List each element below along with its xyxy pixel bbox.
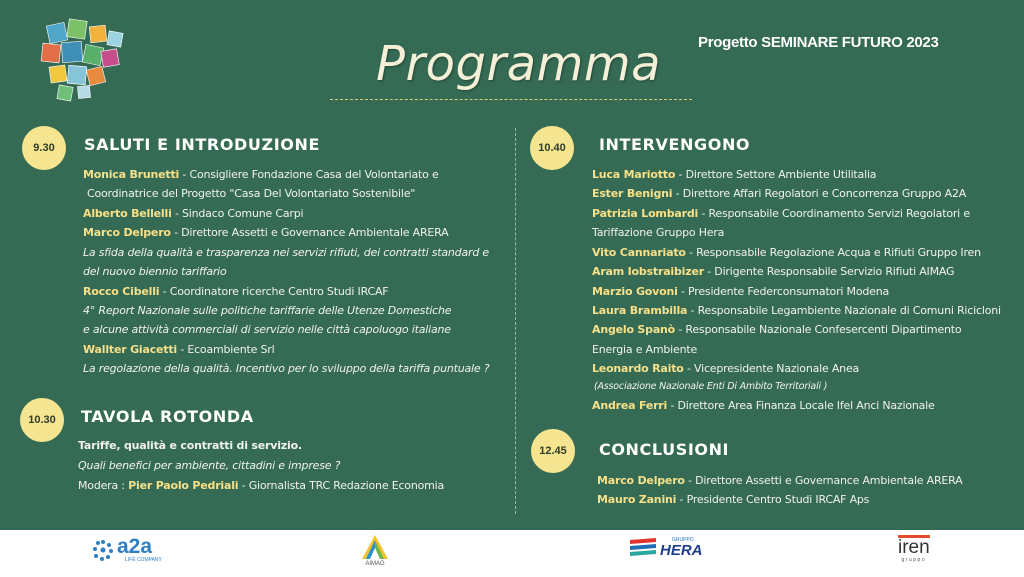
speaker-name: Leonardo Raito [592,362,684,375]
talk-title: La sfida della qualità e trasparenza nei servizi rifiuti, dei contratti standard e [83,246,489,259]
speaker-name: Mauro Zanini [597,493,677,506]
speaker-role: - Giornalista TRC Redazione Economia [238,479,445,492]
roundtable-question: Quali benefici per ambiente, cittadini e imprese ? [78,459,341,472]
speaker-line [592,187,966,200]
speaker-name: Aram Iobstraibizer [592,265,704,278]
speaker-name: Monica Brunetti [83,168,180,181]
talk-title-continuation: e alcune attività commerciali di servizio nelle città capoluogo italiane [83,323,451,336]
speaker-name: Vito Cannariato [592,246,686,259]
talk-title: La regolazione della qualità. Incentivo per lo sviluppo della tariffa puntuale ? [83,362,490,375]
speaker-role-continuation: Tariffazione Gruppo Hera [592,226,725,239]
speaker-role: - Ecoambiente Srl [176,343,275,356]
section-heading-tavola: TAVOLA ROTONDA [81,407,254,426]
speaker-name: Rocco Cibelli [83,285,160,298]
speaker-line [592,207,970,220]
speaker-line [83,343,274,356]
speaker-line [83,285,388,298]
speaker-role: - Vicepresidente Nazionale Anea [683,362,860,375]
a2a-dots-icon [92,539,114,561]
speaker-name: Marzio Govoni [592,285,678,298]
speaker-role: - Direttore Affari Regolatori e Concorrenza Gruppo A2A [672,187,967,200]
speaker-role: - Direttore Assetti e Governance Ambientale ARERA [170,226,449,239]
speaker-role: - Responsabile Nazionale Confesercenti Dipartimento [675,323,962,336]
speaker-role: - Responsabile Coordinamento Servizi Regolatori e [698,207,970,220]
project-name: Progetto SEMINARE FUTURO 2023 [698,34,939,51]
roundtable-topic: Tariffe, qualità e contratti di servizio. [78,439,302,452]
section-heading-conclusioni: CONCLUSIONI [599,440,730,459]
speaker-name: Patrizia Lombardi [592,207,699,220]
talk-title-continuation: del nuovo biennio tariffario [83,265,227,278]
speaker-line [597,493,869,506]
speaker-name: Laura Brambilla [592,304,688,317]
hera-group-label: GRUPPO [672,537,694,543]
speaker-name: Marco Delpero [597,474,685,487]
hera-wordmark: HERA [660,542,703,559]
speaker-line [83,207,303,220]
speaker-line [592,246,981,259]
speaker-role: - Presidente Centro Studi IRCAF Aps [676,493,870,506]
speaker-name: Ester Benigni [592,187,673,200]
hera-stripes-icon [628,534,658,562]
speaker-line [592,362,859,375]
speaker-line [592,304,1001,317]
sponsor-footer [0,530,1024,577]
speaker-name: Andrea Ferri [592,399,668,412]
speaker-role: - Presidente Federconsumatori Modena [677,285,890,298]
speaker-line [592,168,876,181]
speaker-role: - Direttore Settore Ambiente Utilitalia [675,168,877,181]
moderator-label: Modera : [78,479,129,492]
a2a-logo [92,536,162,563]
speaker-role-continuation: Coordinatrice del Progetto "Casa Del Volontariato Sostenibile" [87,187,416,200]
iren-wordmark: iren [898,537,930,558]
moderator-line [78,479,444,492]
hera-logo [628,534,703,562]
talk-title: 4° Report Nazionale sulle politiche tariffarie delle Utenze Domestiche [83,304,452,317]
speaker-name: Angelo Spanò [592,323,676,336]
aimag-a-icon [360,534,390,560]
time-badge-1040: 10.40 [530,126,574,170]
section-heading-saluti: SALUTI E INTRODUZIONE [84,135,320,154]
time-badge-1245: 12.45 [531,429,575,473]
page-title: Programma [376,36,662,92]
speaker-line [592,285,889,298]
speaker-role: - Direttore Assetti e Governance Ambientale ARERA [684,474,963,487]
speaker-role-continuation: Energia e Ambiente [592,343,698,356]
speaker-name: Alberto Bellelli [83,207,172,220]
speaker-role: - Direttore Area Finanza Locale Ifel Anci Nazionale [667,399,935,412]
speaker-name: Pier Paolo Pedriali [128,479,239,492]
column-divider [515,128,516,514]
speaker-role: - Dirigente Responsabile Servizio Rifiuti AIMAG [703,265,955,278]
title-underline [330,99,692,100]
time-badge-1030: 10.30 [20,398,64,442]
speaker-line [597,474,963,487]
speaker-role: - Coordinatore ricerche Centro Studi IRCAF [159,285,389,298]
speaker-name: Marco Delpero [83,226,171,239]
speaker-role: - Sindaco Comune Carpi [171,207,304,220]
speaker-name: Wallter Giacetti [83,343,177,356]
time-badge-930: 9.30 [22,126,66,170]
speaker-role: - Responsabile Regolazione Acqua e Rifiuti Gruppo Iren [685,246,981,259]
speaker-line [83,168,439,181]
aimag-logo [360,534,390,567]
section-heading-intervengono: INTERVENGONO [599,135,751,154]
speaker-name: Luca Mariotto [592,168,676,181]
aimag-wordmark: AIMAG [365,561,385,567]
speaker-role: - Responsabile Legambiente Nazionale di Comuni Ricicloni [687,304,1001,317]
iren-logo [898,535,930,563]
speaker-line [592,399,935,412]
a2a-tagline: LIFE COMPANY [125,557,162,563]
iren-group-label: gruppo [901,557,927,563]
speaker-role: - Consigliere Fondazione Casa del Volontariato e [179,168,439,181]
speaker-line [592,323,961,336]
cubes-logo-icon [38,18,130,104]
speaker-line [592,265,954,278]
organization-note: (Associazione Nazionale Enti Di Ambito Territoriali ) [594,381,828,392]
a2a-wordmark: a2a [117,535,153,558]
speaker-line [83,226,449,239]
